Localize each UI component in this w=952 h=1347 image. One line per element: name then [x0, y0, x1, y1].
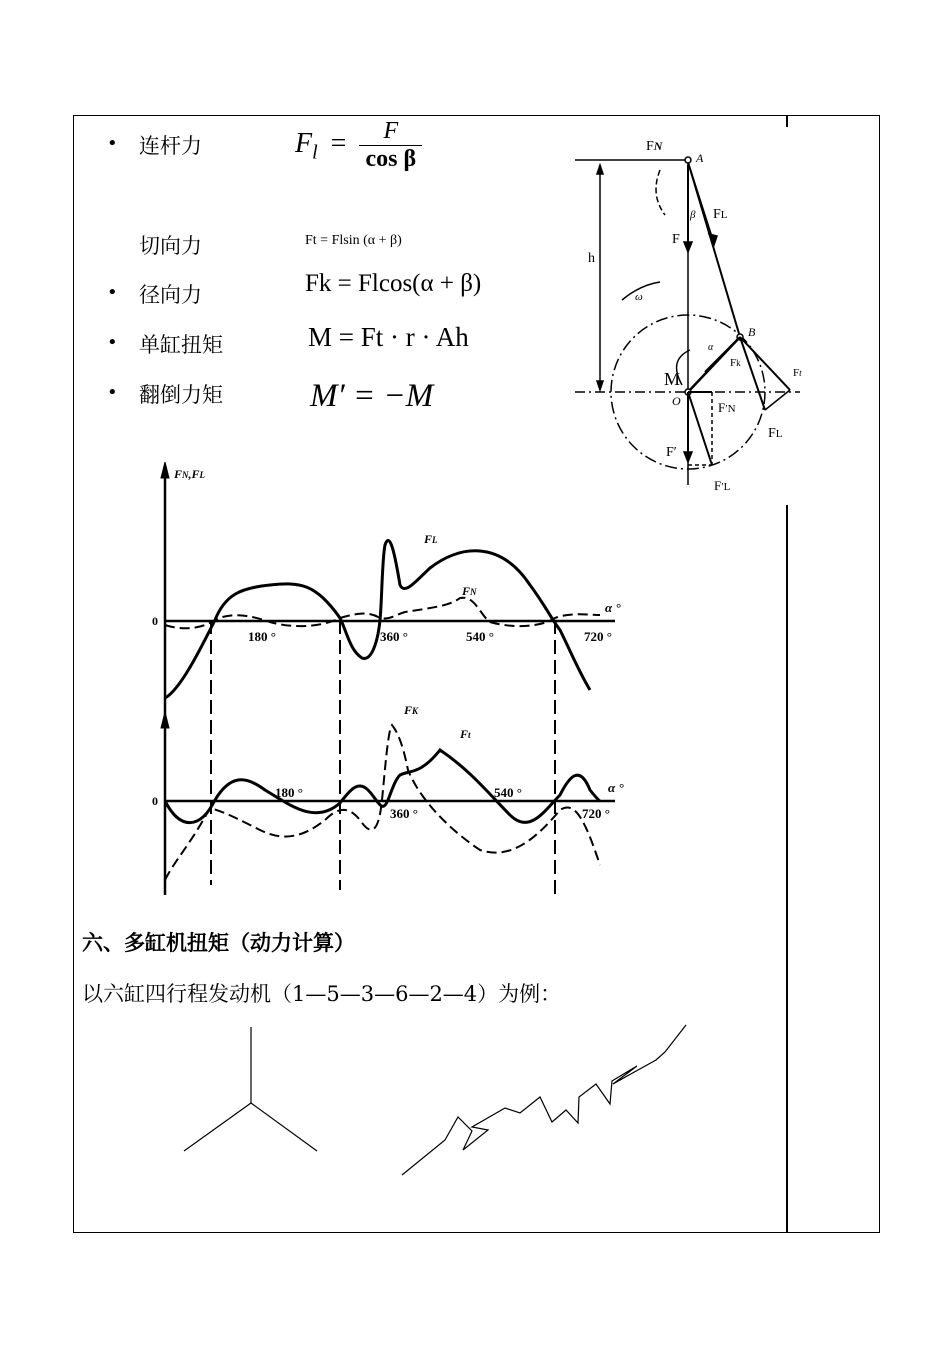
- svg-text:FL: FL: [424, 532, 438, 546]
- svg-text:FK: FK: [404, 703, 419, 717]
- formula-ft: Ft = Flsin (α + β): [305, 233, 402, 248]
- svg-text:F′L: F′L: [714, 478, 731, 493]
- svg-text:ω: ω: [635, 291, 643, 303]
- svg-text:0: 0: [152, 794, 158, 808]
- bullet-3: •: [107, 282, 118, 303]
- svg-text:360 °: 360 °: [390, 806, 418, 821]
- svg-text:720 °: 720 °: [582, 806, 610, 821]
- item-radial-force: 径向力: [139, 283, 202, 307]
- svg-text:540 °: 540 °: [494, 785, 522, 800]
- svg-text:720 °: 720 °: [584, 629, 612, 644]
- bullet-4: •: [107, 332, 118, 353]
- example-paragraph: 以六缸四行程发动机（1—5—3—6—2—4）为例：: [82, 982, 562, 1006]
- svg-text:FL: FL: [768, 426, 783, 441]
- svg-text:Ft: Ft: [460, 727, 471, 741]
- label-fn: FN: [646, 139, 663, 154]
- svg-text:α °: α °: [605, 600, 621, 615]
- svg-text:M: M: [664, 369, 681, 389]
- svg-text:180 °: 180 °: [275, 785, 303, 800]
- item-tangential-force: 切向力: [139, 234, 202, 258]
- svg-text:FN,FL: FN,FL: [174, 467, 206, 481]
- bullet-1: •: [107, 133, 118, 154]
- svg-text:540 °: 540 °: [466, 629, 494, 644]
- svg-text:0: 0: [152, 614, 158, 628]
- svg-text:O: O: [672, 394, 681, 408]
- section-heading: 六、多缸机扭矩（动力计算）: [82, 930, 355, 955]
- svg-text:α °: α °: [608, 780, 624, 795]
- svg-text:β: β: [690, 209, 696, 221]
- formula-fk: Fk = Flcos(α + β): [305, 270, 482, 297]
- svg-text:F: F: [672, 232, 680, 247]
- svg-text:α: α: [708, 342, 714, 353]
- svg-text:F′N: F′N: [718, 400, 736, 415]
- bullet-5: •: [107, 382, 118, 403]
- svg-text:Fk: Fk: [730, 357, 741, 369]
- item-connecting-rod-force: 连杆力: [139, 134, 202, 158]
- formula-m-prime: M′ = −M: [310, 378, 434, 414]
- svg-text:Ft: Ft: [793, 367, 802, 379]
- column-divider-lower: [786, 505, 788, 1233]
- svg-text:h: h: [588, 251, 595, 266]
- svg-text:A: A: [696, 151, 704, 165]
- svg-text:360 °: 360 °: [380, 629, 408, 644]
- formula-fl: $F_l$ = $\frac{F}{\text{cos β}}$: [295, 118, 422, 173]
- item-overturning-moment: 翻倒力矩: [139, 383, 223, 407]
- formula-m: M = Ft · r · Ah: [308, 322, 469, 352]
- svg-text:FN: FN: [462, 584, 477, 598]
- svg-text:B: B: [748, 325, 756, 339]
- svg-text:180 °: 180 °: [248, 629, 276, 644]
- item-single-cylinder-torque: 单缸扭矩: [139, 333, 223, 357]
- column-divider-upper: [786, 115, 788, 127]
- svg-text:F′: F′: [666, 445, 677, 460]
- svg-text:FL: FL: [713, 207, 728, 222]
